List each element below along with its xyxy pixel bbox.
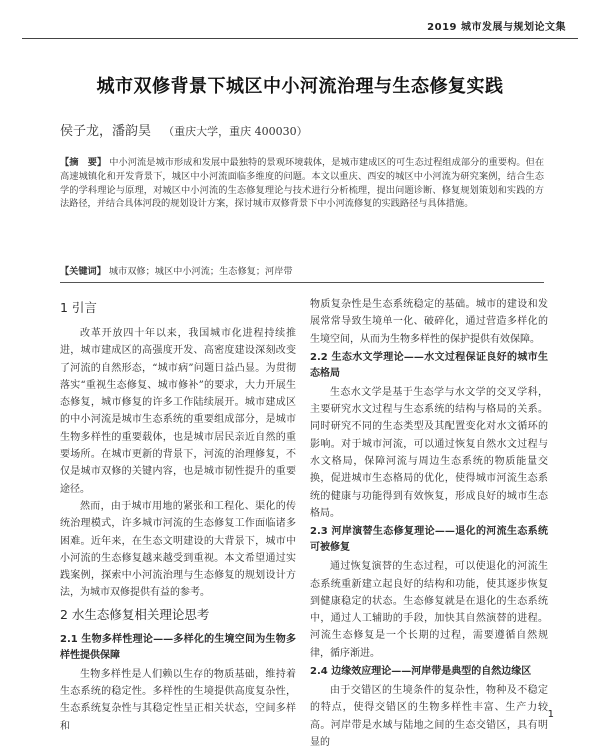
section-2-heading: 2 水生态修复相关理论思考 xyxy=(60,606,210,622)
author-line xyxy=(60,120,308,139)
section-2-4-paragraph-1: 由于交错区的生境条件的复杂性，物种及不稳定的特点，使得交错区的生物多样性丰富、生产力较高。河岸带是水域与陆地之间的生态交错区，具有明显的 xyxy=(310,685,548,748)
section-1-heading: 1 引言 xyxy=(60,300,97,315)
abstract xyxy=(60,156,544,211)
section-1-paragraph-2: 然而，由于城市用地的紧张和工程化、渠化的传统治理模式，许多城市河流的生态修复工作面临诸多困难。近年来，在生态文明建设的大背景下，城市中小河流的生态修复越来越受到重视。本文希望通过实践案例，探索中小河流治理与生态修复的规划设计方法，为城市双修提供有益的参考。 xyxy=(60,500,296,599)
keywords xyxy=(60,263,544,277)
abstract-label: 【摘 要】 xyxy=(60,157,107,168)
section-2-1-paragraph-2: 物质复杂性是生态系统稳定的基础。城市的建设和发展常常导致生境单一化、破碎化，通过营造多样化的生境空间，从而为生物多样性的保护提供有效保障。 xyxy=(310,299,548,345)
affiliation: （重庆大学，重庆 400030） xyxy=(163,125,308,138)
authors: 侯子龙，潘韵昊 xyxy=(60,124,152,139)
section-2-3-heading: 2.3 河岸演替生态修复理论——退化的河流生态系统可被修复 xyxy=(310,526,548,554)
section-1-paragraph-1: 改革开放四十年以来，我国城市化进程持续推进，城市建成区的高强度开发、高密度建设深刻改变了河流的自然形态，“城市病”问题日益凸显。为贯彻落实“重视生态修复、城市修补”的要求，大力开展生态修复，城市修复的许多工作陆续展开。城市建成区的中小河流是城市生态系统的重要组成部分，是城市生物多样性的重要载体，也是城市居民亲近自然的重要场所。在城市更新的背景下，河流的治理修复，不仅是城市双修的关键内容，也是城市韧性提升的重要途径。 xyxy=(60,328,296,495)
section-2-1-paragraph-1: 生物多样性是人们赖以生存的物质基础，维持着生态系统的稳定性。多样性的生境提供高度复杂性，生态系统复杂性与其稳定性呈正相关状态，空间多样和 xyxy=(60,668,296,732)
section-2-2-heading: 2.2 生态水文学理论——水文过程保证良好的城市生态格局 xyxy=(310,351,548,379)
abstract-text: 中小河流是城市形成和发展中最独特的景观环境载体，是城市建成区的可生态过程组成部分的重要构。但在高速城镇化和开发背景下，城区中小河流面临多维度的问题。本文以重庆、西安的城区中小河流为研究案例，结合生态学的学科理论与原理，对城区中小河流的生态修复理论与技术进行分析梳理，提出问题诊断、修复规划策划和实践的方法路径，并结合具体河段的规划设计方案，探讨城市双修背景下中小河流修复的实践路径与具体措施。 xyxy=(60,157,545,210)
header-rule xyxy=(22,38,578,39)
abstract-rule xyxy=(60,282,544,283)
page-number: 1 xyxy=(547,709,554,720)
paper-title: 城市双修背景下城区中小河流治理与生态修复实践 xyxy=(96,76,504,97)
section-2-4-heading: 2.4 边缘效应理论——河岸带是典型的自然边缘区 xyxy=(310,666,532,678)
keywords-label: 【关键词】 xyxy=(60,266,106,277)
running-header: 2019 城市发展与规划论文集 xyxy=(427,22,566,33)
section-2-3-paragraph-1: 通过恢复演替的生态过程，可以使退化的河流生态系统重新建立起良好的结构和功能，使其逐步恢复到健康稳定的状态。生态修复就是在退化的生态系统中，通过人工辅助的手段，加快其自然演替的进程。河流生态修复是一个长期的过程，需要遵循自然规律，循序渐进。 xyxy=(310,561,548,659)
keywords-text: 城市双修；城区中小河流；生态修复；河岸带 xyxy=(108,266,293,277)
right-column xyxy=(310,296,548,751)
section-2-1-heading: 2.1 生物多样性理论——多样化的生境空间为生物多样性提供保障 xyxy=(60,633,296,661)
section-2-2-paragraph-1: 生态水文学是基于生态学与水文学的交叉学科，主要研究水文过程与生态系统的结构与格局的关系。同时研究不同的生态类型及其配置变化对水文循环的影响。对于城市河流，可以通过恢复自然水文过程与水文格局，保障河流与周边生态系统的物质能量交换，促进城市生态格局的优化，使得城市河流生态系统的健康与功能得到有效恢复，形成良好的城市生态格局。 xyxy=(310,386,548,519)
left-column xyxy=(60,295,296,735)
